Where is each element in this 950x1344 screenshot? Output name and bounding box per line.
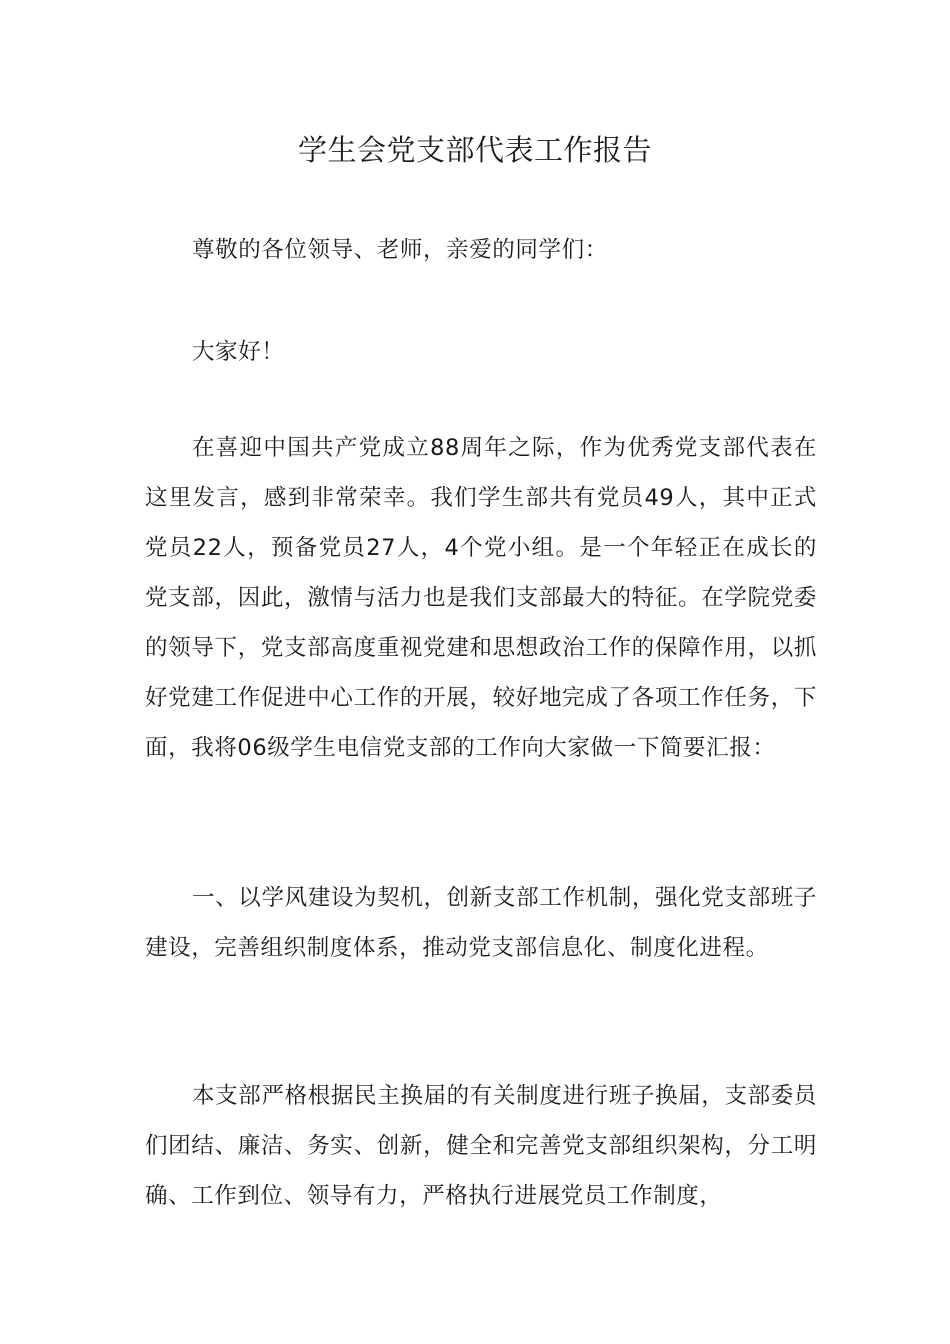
document-title: 学生会党支部代表工作报告 [297, 133, 652, 167]
paragraph-section-one-heading: 一、以学风建设为契机，创新支部工作机制，强化党支部班子建设，完善组织制度体系，推动党支部信息化、制度化进程。 [145, 885, 817, 961]
paragraph-intro: 在喜迎中国共产党成立88周年之际，作为优秀党支部代表在这里发言，感到非常荣幸。我们学生部共有党员49人，其中正式党员22人，预备党员27人，4个党小组。是一个年轻正在成长的党支部，因此，激情与活力也是我们支部最大的特征。在学院党委的领导下，党支部高度重视党建和思想政治工作的保障作用，以抓好党建工作促进中心工作的开展，较好地完成了各项工作任务，下面，我将06级学生电信党支部的工作向大家做一下简要汇报： [145, 435, 817, 761]
greeting: 大家好！ [192, 339, 285, 365]
salutation: 尊敬的各位领导、老师，亲爱的同学们： [192, 237, 608, 263]
paragraph-section-one-body: 本支部严格根据民主换届的有关制度进行班子换届，支部委员们团结、廉洁、务实、创新，健全和完善党支部组织架构，分工明确、工作到位、领导有力，严格执行进展党员工作制度， [145, 1083, 817, 1209]
